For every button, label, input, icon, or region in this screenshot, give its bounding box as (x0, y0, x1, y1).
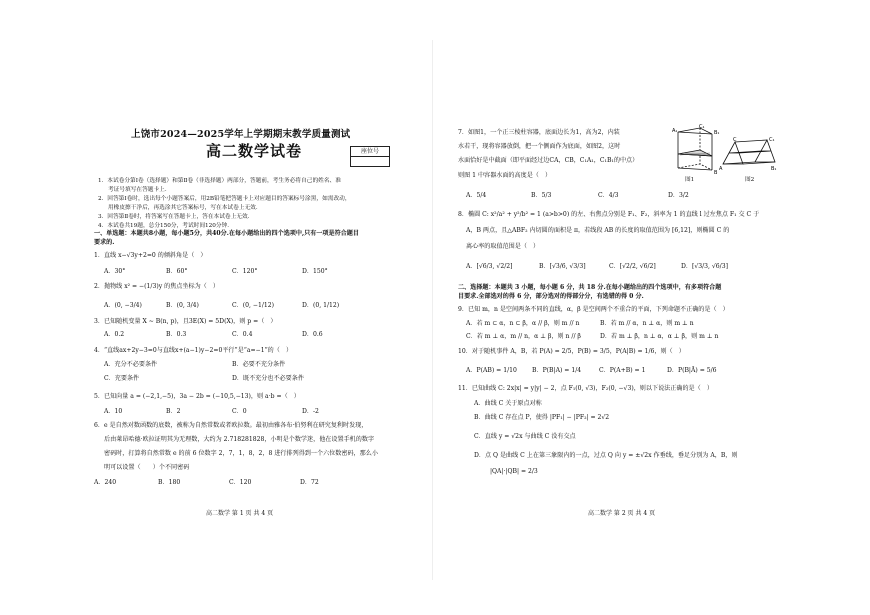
question-6-line: 6．e 是自然对数函数的底数，被称为自然常数或者欧拉数。最初由雅各布·伯努利在研究复利时发现， (94, 422, 368, 429)
svg-text:A₁: A₁ (672, 128, 678, 134)
question-2-option-c: C．(0, −1/12) (232, 302, 275, 309)
question-6-option-a: A．240 (94, 479, 117, 486)
note-line: 3．回答第Ⅱ卷时，将答案写在答题卡上，答在本试卷上无效． (98, 214, 254, 220)
question-4-option-b: B．必要不充分条件 (232, 361, 286, 368)
svg-text:C: C (733, 137, 737, 143)
question-11-option-d: D．点 Q 是曲线 C 上在第三象限内的一点，过点 Q 向 y = ±√2x 作垂线，垂足分别为 A，B，则 (474, 452, 738, 459)
seat-number-label: 座位号 (351, 147, 389, 157)
question-1-option-b: B．60° (166, 268, 188, 275)
question-2-stem: 2．抛物线 x² = −(1/3)y 的焦点坐标为（ ） (94, 283, 219, 290)
question-9-option-a: A．若 m ⊂ α，n ⊂ β，α // β，则 m // n (466, 320, 580, 327)
svg-text:B₁: B₁ (714, 130, 720, 136)
question-7-line: 则图 1 中容器水面的高度是（ ） (458, 172, 552, 179)
exam-title: 上饶市2024—2025学年上学期期末教学质量测试 (131, 129, 351, 140)
svg-text:B: B (714, 170, 718, 176)
question-4-option-a: A．充分不必要条件 (104, 361, 158, 368)
question-1-option-d: D．150° (302, 268, 328, 275)
question-2-option-a: A．(0, −3/4) (104, 302, 142, 309)
exam-page-2 (435, 0, 870, 615)
question-7-line: 水面恰好是中截面（即平面经过边CA，CB，C₁A₁，C₁B₁的中点） (458, 157, 639, 164)
question-9-option-c: C．若 m ⊥ α，m // n，α ⊥ β，则 n // β (466, 333, 581, 340)
question-4-option-c: C．充要条件 (104, 375, 140, 382)
question-9-option-d: D．若 m ⊥ β，n ⊥ α，α ⊥ β，则 m ⊥ n (600, 333, 719, 340)
question-6-line: 明可以设置（ ）个不同密码 (104, 464, 190, 471)
question-5-option-a: A．10 (104, 408, 123, 415)
question-6-line: 密码时，打算将自然常数 e 的前 6 位数字 2，7，1，8，2，8 进行排列得到一个六位数密码，那么小 (104, 450, 378, 457)
question-3-option-d: D．0.6 (302, 331, 323, 338)
note-line: 用橡皮擦干净后，再选涂其它答案标号，写在本试卷上无效． (108, 205, 262, 211)
svg-text:C₁: C₁ (699, 124, 705, 130)
question-9-stem: 9．已知 m，n 是空间两条不同的直线，α，β 是空间两个不重合的平面，下列命题不正确的是（ ） (458, 306, 729, 313)
question-9-option-b: B．若 m // α，n ⊥ α，则 m ⊥ n (600, 320, 694, 327)
question-8-option-d: D．[√3/3, √6/3] (681, 263, 728, 270)
question-8-option-a: A．[√6/3, √2/2] (466, 263, 513, 270)
question-3-stem: 3．已知随机变量 X ~ B(n, p)，且3E(X) = 5D(X)，则 p =（ ） (94, 318, 277, 325)
section-heading: 二、选择题：本题共 3 小题，每小题 6 分，共 18 分.在每小题给出的四个选项中，有多项符合题 (458, 284, 722, 291)
question-8-line: 8．椭圆 C: x²/a² + y²/b² = 1 (a>b>0) 的左、右焦点分别是 F₁、F₂，斜率为 1 的直线 l 过左焦点 F₁ 交 C 于 (458, 211, 760, 218)
question-6-option-c: C．120 (229, 479, 252, 486)
section-heading: 要求的. (94, 239, 115, 246)
question-11-option-d-cont: |QA|·|QB| = 2/3 (490, 468, 538, 475)
question-11-option-c: C．直线 y = √2x 与曲线 C 没有交点 (474, 433, 576, 440)
note-line: 4．本试卷共19题，总分150分，考试时间120分钟． (98, 223, 233, 229)
page-footer: 高二数学 第 2 页 共 4 页 (588, 510, 656, 517)
question-11-option-a: A．曲线 C 关于原点对称 (474, 400, 542, 407)
note-line: 1．本试卷分第Ⅰ卷（选择题）和第Ⅱ卷（非选择题）两部分，答题前，考生务必将自己的姓名、准 (98, 178, 341, 184)
question-3-option-a: A．0.2 (104, 331, 125, 338)
question-10-option-a: A．P(AB) = 1/10 (466, 367, 517, 374)
question-2-option-b: B．(0, 3/4) (166, 302, 199, 309)
question-7-option-c: C．4/3 (598, 192, 619, 199)
question-6-option-b: B．180 (158, 479, 181, 486)
question-5-stem: 5．已知向量 a = (−2,1,−5)，3a − 2b = (−10,5,−13)，则 a·b =（ ） (94, 393, 300, 400)
question-8-line: A，B 两点，且△ABF₂ 内切圆的面积是 π，若线段 AB 的长度的取值范围为 [6,12]，则椭圆 C 的 (466, 227, 730, 234)
question-1-option-a: A．30° (104, 268, 126, 275)
svg-text:A: A (719, 166, 723, 172)
question-5-option-b: B．2 (166, 408, 181, 415)
section-heading: 目要求.全部选对的得 6 分，部分选对的得部分分，有选错的得 0 分. (458, 293, 644, 300)
question-3-option-b: B．0.3 (166, 331, 187, 338)
svg-text:B₁: B₁ (771, 166, 777, 172)
svg-text:C₁: C₁ (769, 137, 775, 143)
question-1-option-c: C．120° (232, 268, 258, 275)
question-11-stem: 11．已知曲线 C: 2x|x| = y|y| − 2，点 F₁(0, √3)，F₂(0, −√3)，则以下说法正确的是（ ） (458, 385, 713, 392)
question-7-option-b: B．5/3 (531, 192, 552, 199)
question-1-stem: 1．直线 x−√3y+2=0 的倾斜角是（ ） (94, 252, 207, 259)
question-4-stem: 4．“直线ax+2y−3=0与直线x+(a−1)y−2=0平行”是“a=−1”的（ ） (94, 347, 293, 354)
question-7-option-d: D．3/2 (668, 192, 689, 199)
question-2-option-d: D．(0, 1/12) (302, 302, 340, 309)
seat-number-box (350, 146, 390, 167)
page-footer: 高二数学 第 1 页 共 4 页 (206, 510, 274, 517)
question-11-option-b: B．曲线 C 存在点 P，使得 |PF₁| − |PF₂| = 2√2 (474, 414, 610, 421)
question-3-option-c: C．0.4 (232, 331, 253, 338)
question-6-line: 后由莱昂哈德·欧拉证明其为无理数，大约为 2.718281828，小明是个数学迷，他在设置手机的数字 (104, 436, 375, 443)
question-6-option-d: D．72 (300, 479, 319, 486)
question-8-option-c: C．[√2/2, √6/2] (609, 263, 656, 270)
question-5-option-c: C．0 (232, 408, 247, 415)
note-line: 2．回答第Ⅰ卷时，选出每个小题答案后，用2B铅笔把答题卡上对应题目的答案标号涂黑，如需改动， (98, 196, 351, 202)
question-4-option-d: D．既不充分也不必要条件 (232, 375, 304, 382)
question-10-option-c: C．P(A+B) = 1 (599, 367, 646, 374)
question-7-line: 水若干，现将容器放倒，把一个侧面作为底面，如图2，这时 (458, 143, 621, 150)
question-7-line: 7．如图1，一个正三棱柱容器，底面边长为1，高为2，内装 (458, 129, 620, 136)
question-7-option-a: A．5/4 (466, 192, 487, 199)
section-heading: 一、单选题：本题共8小题，每小题5分，共40分.在每小题给出的四个选项中,只有一项是符合题目 (94, 230, 359, 237)
question-10-option-d: D．P(B|Ā) = 5/6 (667, 367, 717, 374)
prism-figure-1 (672, 124, 722, 180)
question-8-option-b: B．[√3/6, √3/3] (539, 263, 586, 270)
exam-subtitle: 高二数学试卷 (206, 142, 303, 160)
question-10-stem: 10．对于随机事件 A，B，若 P(A) = 2/5，P(B) = 3/5，P(A|B) = 1/6，则（ ） (458, 348, 685, 355)
figure-1-caption: 图1 (685, 177, 695, 183)
prism-figure-2 (719, 136, 779, 172)
figure-2-caption: 图2 (745, 177, 755, 183)
note-line: 考证号填写在答题卡上． (108, 187, 171, 193)
question-8-line: 离心率的取值范围是（ ） (466, 243, 540, 250)
question-10-option-b: B．P(B|A) = 1/4 (532, 367, 582, 374)
question-5-option-d: D．-2 (302, 408, 319, 415)
